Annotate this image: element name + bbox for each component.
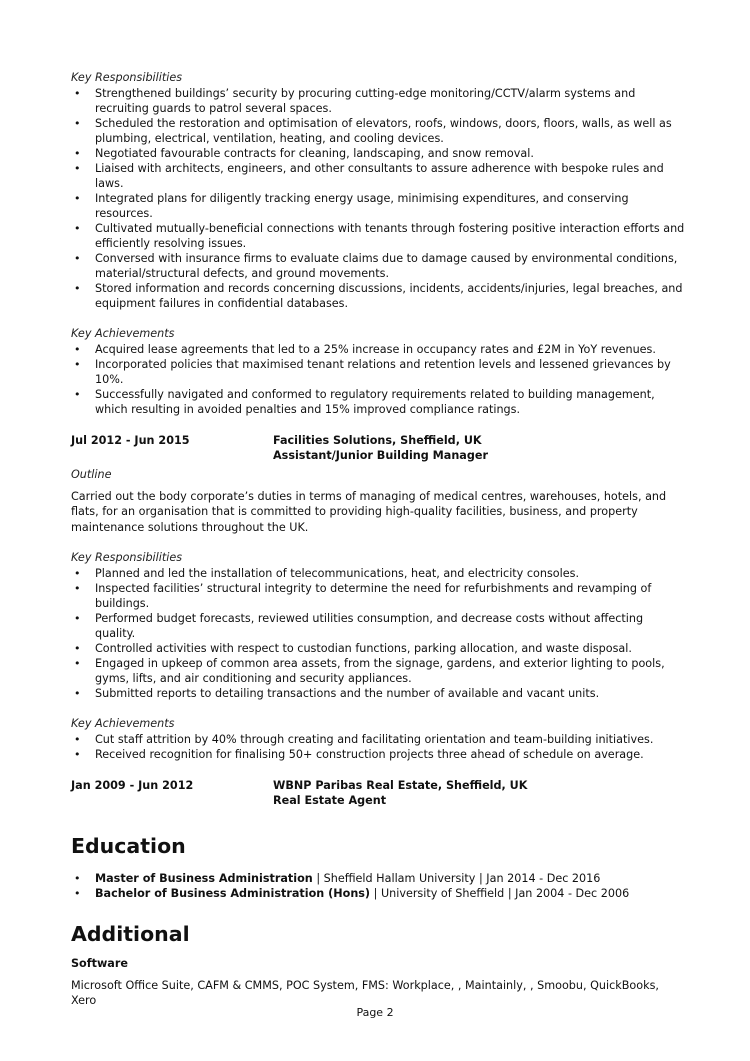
list-item: • Planned and led the installation of telecommunications, heat, and electricity consoles. xyxy=(71,566,686,581)
list-item: • Cultivated mutually-beneficial connections with tenants through fostering positive interaction efforts and efficiently resolving issues. xyxy=(71,221,686,251)
list-item xyxy=(71,871,686,886)
list-item: • Successfully navigated and conformed to regulatory requirements related to building management, which resulting in avoided penalties and 15% improved compliance ratings. xyxy=(71,387,686,417)
list-item: • Inspected facilities’ structural integrity to determine the need for refurbishments and revamping of buildings. xyxy=(71,581,686,611)
job2-responsibilities-title: Key Responsibilities xyxy=(71,550,183,564)
list-item: • Scheduled the restoration and optimisation of elevators, roofs, windows, doors, floors, walls, as well as plumbing, electrical, ventilation, heating, and cooling devices. xyxy=(71,116,686,146)
list-item: • Negotiated favourable contracts for cleaning, landscaping, and snow removal. xyxy=(71,146,686,161)
list-item: • Liaised with architects, engineers, and other consultants to assure adherence with bespoke rules and laws. xyxy=(71,161,686,191)
job2-achievements-list xyxy=(71,732,686,762)
additional-heading: Additional xyxy=(71,921,190,946)
list-item: • Engaged in upkeep of common area assets, from the signage, gardens, and exterior lighting to pools, gyms, lifts, and air conditioning and security appliances. xyxy=(71,656,686,686)
degree-name: Bachelor of Business Administration (Hons) xyxy=(95,886,371,900)
job2-company: Facilities Solutions, Sheffield, UK xyxy=(273,434,482,447)
job1-achievements-title: Key Achievements xyxy=(71,327,175,340)
job2-position: Assistant/Junior Building Manager xyxy=(273,449,488,462)
list-item: • Conversed with insurance firms to evaluate claims due to damage caused by environmental conditions, material/structural defects, and ground movements. xyxy=(71,251,686,281)
job3-position: Real Estate Agent xyxy=(273,793,387,807)
list-item: • Strengthened buildings’ security by procuring cutting-edge monitoring/CCTV/alarm systems and recruiting guards to patrol several spaces. xyxy=(71,86,686,116)
list-item: • Stored information and records concerning discussions, incidents, accidents/injuries, legal breaches, and equipment failures in confidential databases. xyxy=(71,281,686,311)
list-item xyxy=(71,886,686,901)
job1-responsibilities-title: Key Responsibilities xyxy=(71,71,183,84)
list-item: • Integrated plans for diligently tracking energy usage, minimising expenditures, and conserving resources. xyxy=(71,191,686,221)
page-number: Page 2 xyxy=(356,1006,394,1019)
degree-details: | Sheffield Hallam University | Jan 2014 - Dec 2016 xyxy=(312,871,601,885)
job2-header xyxy=(71,433,686,463)
degree-name: Master of Business Administration xyxy=(95,871,313,885)
job2-outline-title: Outline xyxy=(71,468,112,481)
list-item: • Incorporated policies that maximised tenant relations and retention levels and lessened grievances by 10%. xyxy=(71,357,686,387)
software-heading: Software xyxy=(71,956,128,970)
job2-achievements-title: Key Achievements xyxy=(71,716,175,730)
list-item: • Acquired lease agreements that led to a 25% increase in occupancy rates and £2M in YoY revenues. xyxy=(71,342,686,357)
education-list xyxy=(71,871,686,901)
software-list: Microsoft Office Suite, CAFM & CMMS, POC System, FMS: Workplace, , Maintainly, , Smoobu, QuickBooks, Xero xyxy=(71,978,659,1008)
list-item: • Received recognition for finalising 50+ construction projects three ahead of schedule on average. xyxy=(71,747,686,762)
job1-responsibilities-list xyxy=(71,86,686,311)
job2-outline-text: Carried out the body corporate’s duties in terms of managing of medical centres, warehouses, hotels, and flats, for an organisation that is committed to providing high-quality facilities, business, and property maintenance solutions throughout the UK. xyxy=(71,490,667,534)
list-item: • Performed budget forecasts, reviewed utilities consumption, and decrease costs without affecting quality. xyxy=(71,611,686,641)
education-heading: Education xyxy=(71,833,186,858)
degree-details: | University of Sheffield | Jan 2004 - Dec 2006 xyxy=(370,886,630,900)
job3-company: WBNP Paribas Real Estate, Sheffield, UK xyxy=(273,778,528,792)
list-item: • Submitted reports to detailing transactions and the number of available and vacant units. xyxy=(71,686,686,701)
job3-dates: Jan 2009 - Jun 2012 xyxy=(71,778,194,792)
job3-header xyxy=(71,778,686,808)
job2-responsibilities-list xyxy=(71,566,686,701)
job2-dates: Jul 2012 - Jun 2015 xyxy=(71,434,190,447)
list-item: • Cut staff attrition by 40% through creating and facilitating orientation and team-building initiatives. xyxy=(71,732,686,747)
list-item: • Controlled activities with respect to custodian functions, parking allocation, and waste disposal. xyxy=(71,641,686,656)
resume-page xyxy=(71,70,686,1008)
job1-achievements-list xyxy=(71,342,686,417)
